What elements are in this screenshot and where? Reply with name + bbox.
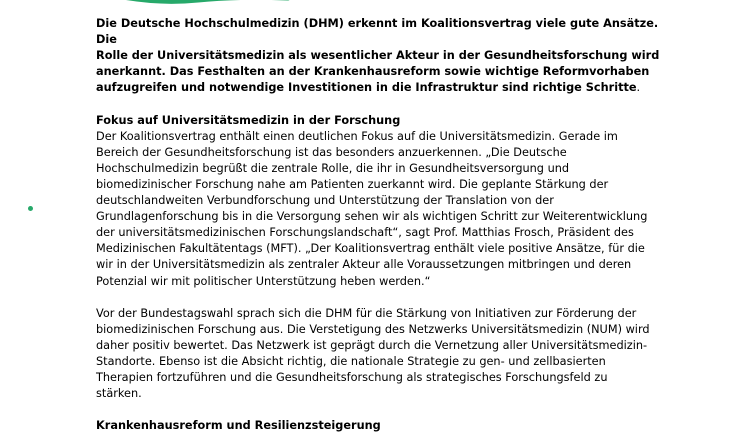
accent-dot <box>28 206 33 211</box>
section-heading-hospital-reform: Krankenhausreform und Resilienzsteigerung <box>96 419 381 433</box>
lead-text: Die Deutsche Hochschulmedizin (DHM) erkennt im Koalitionsvertrag viele gute Ansätze. Die Rolle der Universitätsmedizin als wesentlicher Akteur in der Gesundheitsforschung wird anerkannt. Das Festhalten an der Krankenhausreform sowie wichtige Reformvorhaben aufzugreifen und notwendige Investitionen in die Infrastruktur sind richtige Schritte <box>96 17 660 95</box>
paragraph-gap <box>96 290 662 306</box>
lead-tail: . <box>636 81 641 95</box>
paragraph-gap <box>96 96 662 112</box>
paragraph-election: Vor der Bundestagswahl sprach sich die DHM für die Stärkung von Initiativen zur Förderung der biomedizinischen Forschung aus. Die Verstetigung des Netzwerks Universitätsmedizin (NUM) wird daher positiv bewertet. Das Netzwerk ist geprägt durch die Vernetzung aller Universitätsmedizin- Standorte. Ebenso ist die Absicht richtig, die nationale Strategie zu gen- und zellbasierten Therapien fortzuführen und die Gesundheitsforschung als strategisches Forschungsfeld zu stärken. <box>96 306 650 401</box>
document-body <box>96 16 662 434</box>
section-body-research: Der Koalitionsvertrag enthält einen deutlichen Fokus auf die Universitätsmedizin. Gerade im Bereich der Gesundheitsforschung ist das besonders anzuerkennen. „Die Deutsche Hochschulmedizin begrüßt die zentrale Rolle, die ihr in Gesundheitsversorgung und biomedizinischer Forschung nahe am Patienten zuerkannt wird. Die geplante Stärkung der deutschlandweiten Verbundforschung und Unterstützung der Translation von der Grundlagenforschung bis in die Versorgung sehen wir als wichtigen Schritt zur Weiterentwicklung der universitätsmedizinischen Forschungslandschaft“, sagt Prof. Matthias Frosch, Präsident des Medizinischen Fakultätentags (MFT). „Der Koalitionsvertrag enthält viele positive Ansätze, für die wir in der Universitätsmedizin als zentraler Akteur alle Voraussetzungen mitbringen und deren Potenzial wir mit politischer Unterstützung heben werden.“ <box>96 129 648 288</box>
paragraph-gap <box>96 402 662 418</box>
lead-paragraph <box>96 16 662 96</box>
section-heading-research: Fokus auf Universitätsmedizin in der Forschung <box>96 113 401 127</box>
top-decoration-fragment <box>118 0 288 4</box>
